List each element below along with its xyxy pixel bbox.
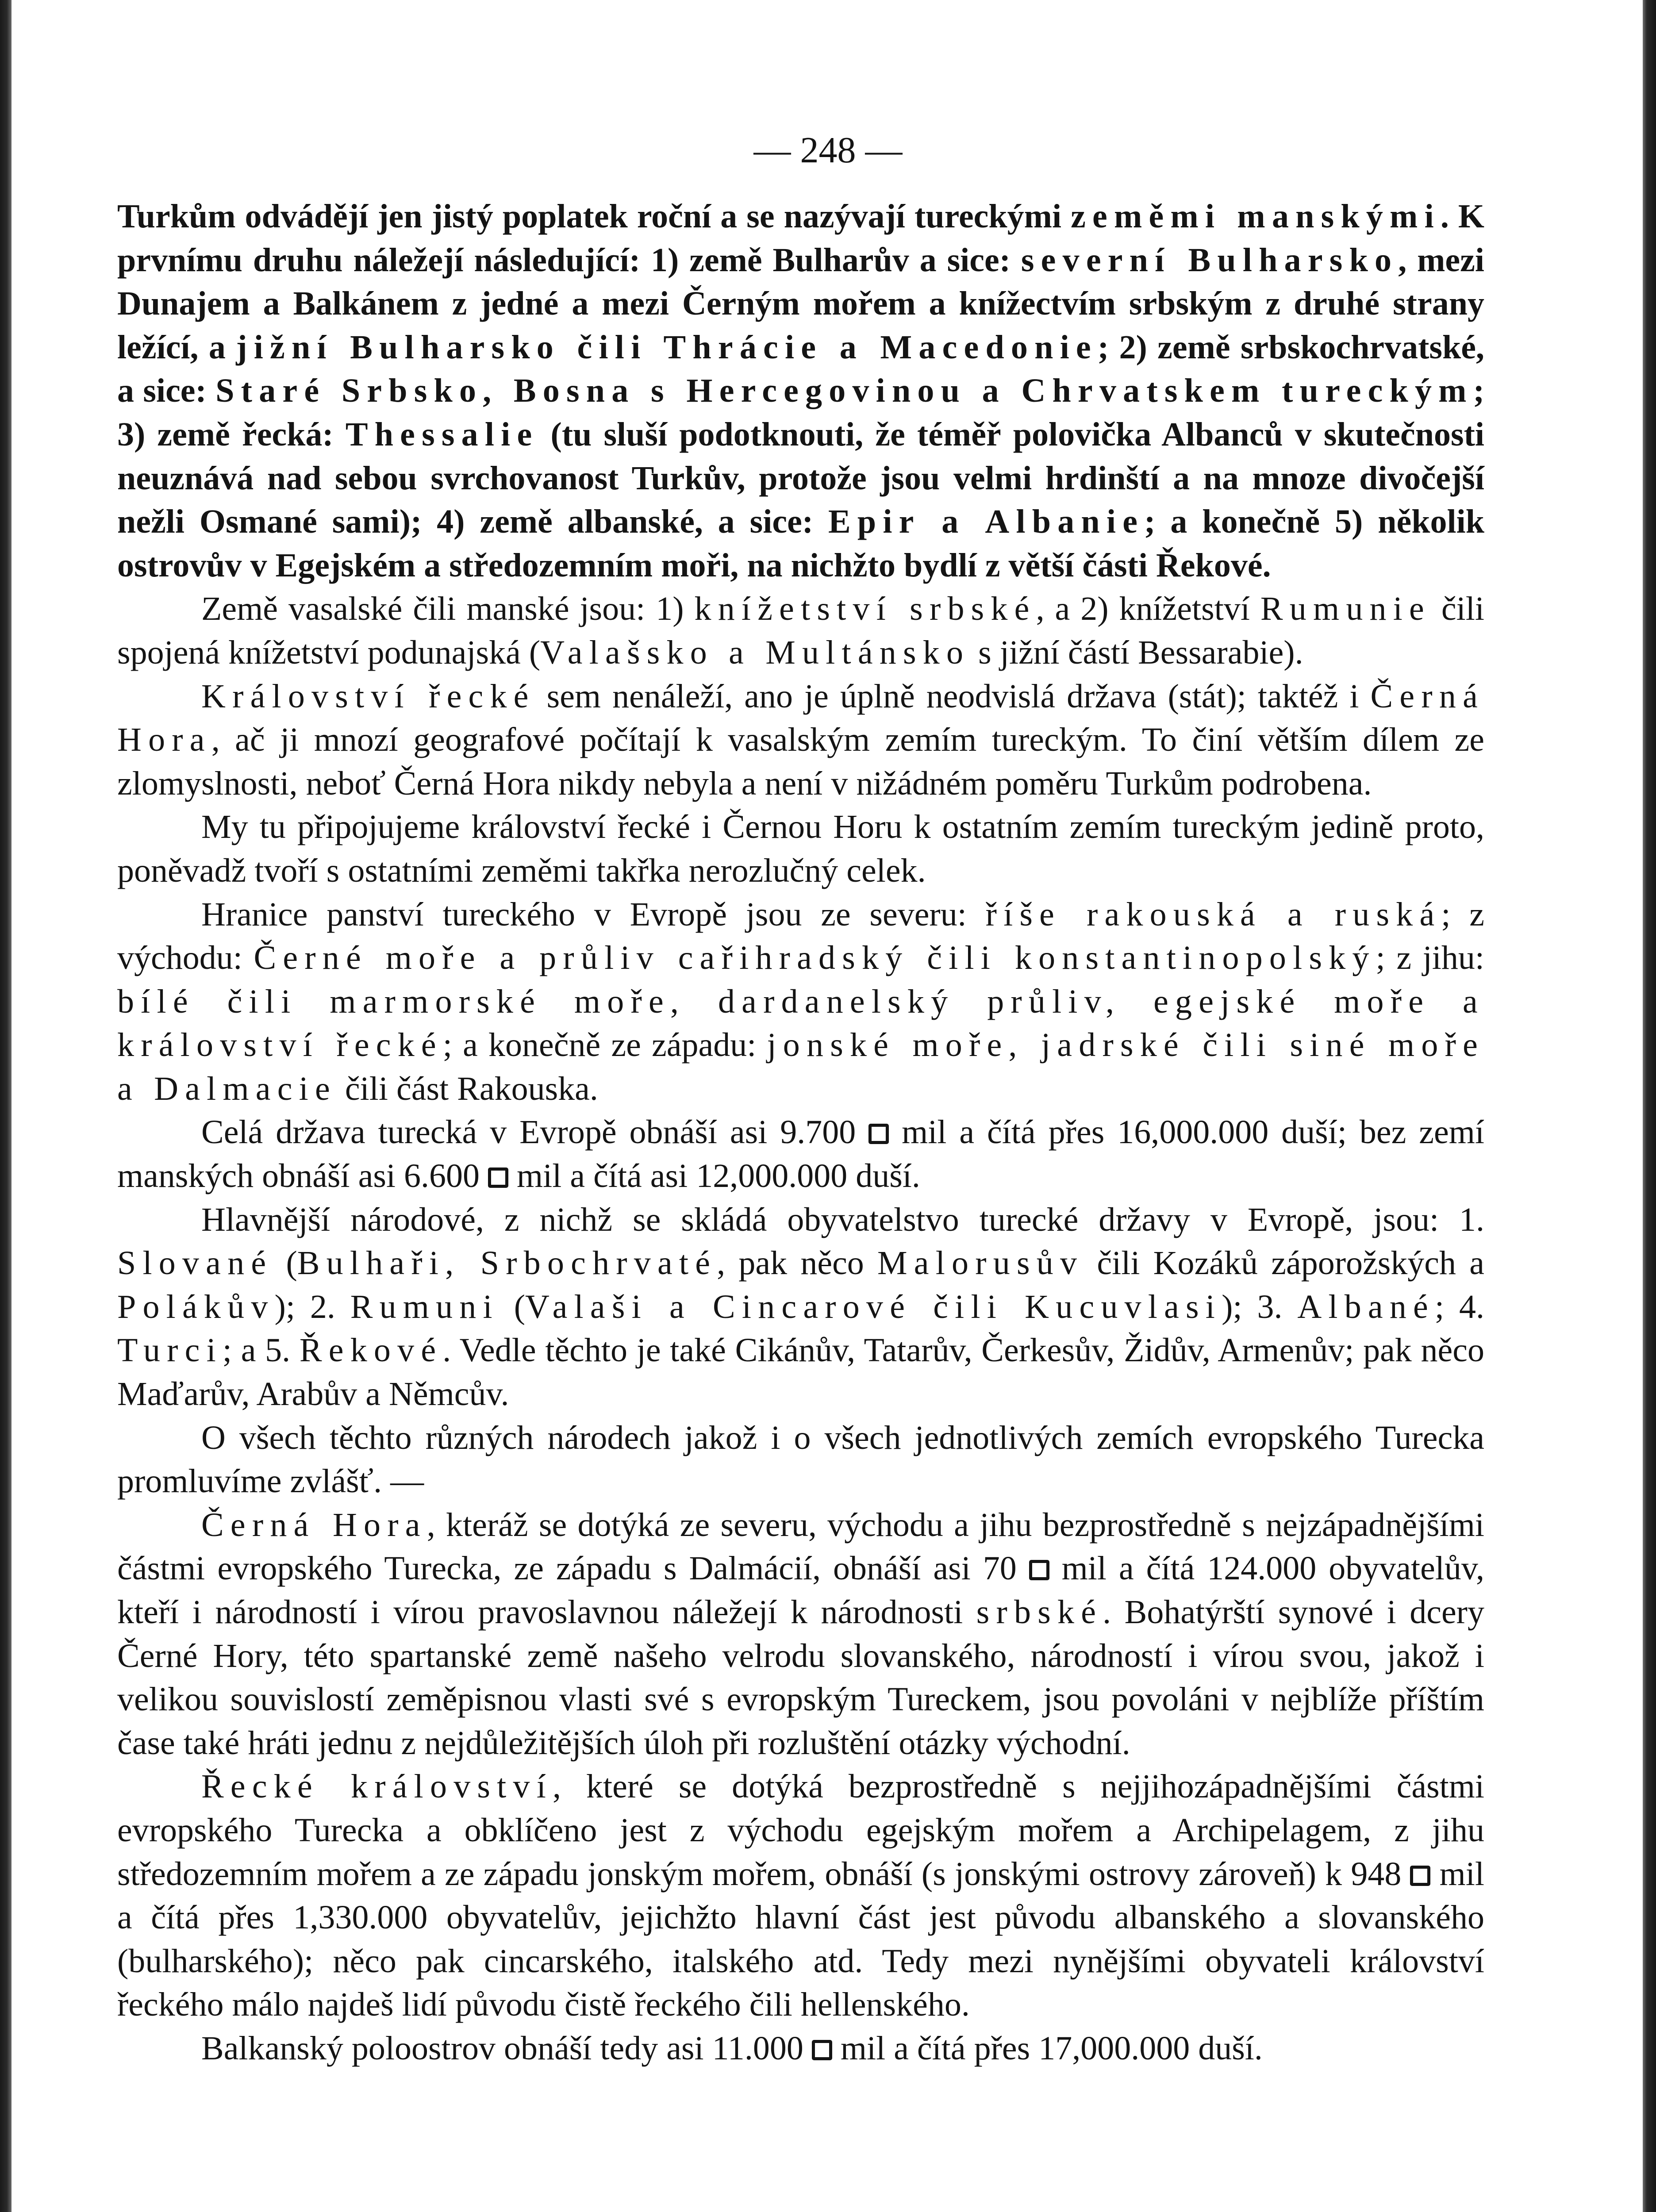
spaced-term: severní Bulharsko xyxy=(1021,241,1399,279)
spaced-term: jižní Bulharsko čili Thrácie a Macedonie xyxy=(236,328,1098,366)
scan-edge-left xyxy=(0,0,12,2212)
spaced-term: Epir a Albanie xyxy=(828,503,1145,541)
square-mile-symbol xyxy=(812,2040,832,2060)
text-run: ; a konečně 5) několik ostrovův v Egejském a středozemním moři, na nichžto bydlí z větší části Řekové. xyxy=(117,503,1484,584)
text-run: . Bohatýrští synové i dcery Černé Hory, této spartanské země našeho velrodu slovanského, národností i vírou svou, jakož i velikou souvislostí zeměpisnou vlasti své s evropským Tureckem, jsou povoláni v nejblíže příštím čase také hráti jednu z nejdůležitějších úloh při rozluštění otázky východní. xyxy=(117,1594,1484,1762)
text-run: Turkům odvádějí jen jistý poplatek roční a se nazývají tureckými xyxy=(117,198,1071,235)
text-run: ; 4. xyxy=(1435,1288,1484,1325)
text-run: ); 2. xyxy=(274,1288,350,1325)
text-run: , ač ji mnozí geografové počítají k vasalským zemím tureckým. To činí větším dílem ze zlomyslnosti, neboť Černá Hora nikdy nebyla a není v nižádném poměru Turkům podrobena. xyxy=(117,721,1484,802)
spaced-term: jonské moře, jadrské čili siné moře a Dalmacie xyxy=(117,1026,1485,1107)
text-run: ; z východu: xyxy=(117,895,1484,977)
text-run: ( xyxy=(273,1244,297,1282)
scan-edge-right xyxy=(1643,0,1656,2212)
spaced-term: Staré Srbsko, Bosna s Hercegovinou a Chrvatskem tureckým xyxy=(215,372,1473,410)
text-run: Balkanský poloostrov obnáší tedy asi 11.000 xyxy=(201,2029,812,2067)
spaced-term: Rumunie xyxy=(1260,590,1431,628)
text-run: . K prvnímu druhu náležejí následující: 1) země Bulharův a sice: xyxy=(117,198,1485,279)
spaced-term: Rumuni xyxy=(350,1288,499,1325)
spaced-term: Thessalie xyxy=(345,415,539,453)
spaced-term: Bulhaři, Srbochrvaté xyxy=(297,1244,717,1282)
spaced-term: zeměmi manskými xyxy=(1071,198,1441,235)
paragraph-3 xyxy=(117,675,1484,806)
text-run: mil a čítá přes 1,330.000 obyvatelův, jejichžto hlavní část jest původu albanského a slovanského (bulharského); něco pak cincarského, italského atd. Tedy mezi nynějšími obyvateli království řeckého málo najdeš lidí původu čistě řeckého čili hellenského. xyxy=(117,1855,1484,2024)
spaced-term: knížetství srbské xyxy=(694,590,1036,628)
text-run: Hlavnější národové, z nichž se skládá obyvatelstvo turecké državy v Evropě, jsou: 1. xyxy=(201,1201,1484,1238)
spaced-term: Malorusův xyxy=(877,1244,1084,1282)
paragraph-4 xyxy=(117,805,1484,892)
text-run: ; 3) země řecká: xyxy=(117,372,1484,453)
spaced-term: bílé čili marmorské moře, dardanelský průliv, egejské moře a království řecké xyxy=(117,983,1484,1064)
paragraph-6 xyxy=(117,1110,1484,1198)
text-run: mil a čítá přes 16,000.000 duší; bez zemí manských obnáší asi 6.600 xyxy=(117,1114,1484,1195)
spaced-term: Turci xyxy=(117,1332,223,1369)
text-run: , mezi Dunajem a Balkánem z jedné a mezi Černým mořem a knížectvím srbským z druhé strany ležící, a xyxy=(117,241,1484,366)
square-mile-symbol xyxy=(868,1124,889,1144)
text-run: , kteráž se dotýká ze severu, východu a jihu bezprostředně s nejzápadnějšími částmi evropského Turecka, ze západu s Dalmácií, obnáší asi 70 xyxy=(117,1506,1484,1587)
text-run: , pak něco xyxy=(717,1244,878,1282)
spaced-term: Valašsko a Multánsko xyxy=(540,634,970,671)
paragraph-8 xyxy=(117,1416,1484,1503)
spaced-term: Řekové xyxy=(299,1332,443,1369)
spaced-term: říše rakouská a ruská xyxy=(985,895,1441,933)
spaced-term: Polákův xyxy=(117,1288,275,1325)
text-run: s jižní částí Bessarabie). xyxy=(970,634,1303,671)
square-mile-symbol xyxy=(488,1167,508,1188)
paragraph-11 xyxy=(117,2027,1484,2070)
text-run: . Vedle těchto je také Cikánův, Tatarův, Čerkesův, Židův, Armenův; pak něco Maďarův, Arabův a Němcův. xyxy=(117,1332,1484,1413)
text-run: My tu připojujeme království řecké i Černou Horu k ostatním zemím tureckým jedině proto, poněvadž tvoří s ostatními zeměmi takřka nerozlučný celek. xyxy=(117,808,1484,889)
text-run: Země vasalské čili manské jsou: 1) xyxy=(201,590,695,628)
text-run: ; 2) země srbskochrvatské, a sice: xyxy=(117,328,1484,410)
paragraph-10 xyxy=(117,1765,1484,2027)
spaced-term: Řecké království xyxy=(201,1768,553,1805)
text-run: sem nenáleží, ano je úplně neodvislá država (stát); taktéž i xyxy=(535,677,1371,715)
text-run: ; a 5. xyxy=(222,1332,300,1369)
square-mile-symbol xyxy=(1410,1866,1430,1886)
text-run: mil a čítá přes 17,000.000 duší. xyxy=(832,2029,1263,2067)
spaced-term: Albané xyxy=(1297,1288,1435,1325)
text-run: ( xyxy=(499,1288,526,1325)
text-run: Celá država turecká v Evropě obnáší asi 9.700 xyxy=(201,1114,869,1151)
text-run: Hranice panství tureckého v Evropě jsou ze severu: xyxy=(201,895,986,933)
text-block xyxy=(117,195,1484,2070)
paragraph-9 xyxy=(117,1503,1484,1765)
text-run: , a 2) knížetství xyxy=(1036,590,1260,628)
paragraph-1 xyxy=(117,195,1484,587)
spaced-term: Černé moře a průliv cařihradský čili konstantinopolský xyxy=(254,939,1376,977)
spaced-term: Černá Hora xyxy=(117,677,1484,759)
spaced-term: Slované xyxy=(117,1244,273,1282)
text-run: , které se dotýká bezprostředně s nejjihozápadnějšími částmi evropského Turecka a obklíčeno jest z východu egejským mořem a Archipelagem, z jihu středozemním mořem a ze západu jonským mořem, obnáší (s jonskými ostrovy zároveň) k 948 xyxy=(117,1768,1484,1893)
paragraph-5 xyxy=(117,893,1484,1111)
page-number: — 248 — xyxy=(753,130,903,171)
spaced-term: Valaši a Cincarové čili Kucuvlasi xyxy=(525,1288,1222,1325)
paragraph-7 xyxy=(117,1198,1484,1416)
spaced-term: srbské xyxy=(976,1594,1103,1631)
text-run: O všech těchto různých národech jakož i o všech jednotlivých zemích evropského Turecka promluvíme zvlášť. — xyxy=(117,1419,1484,1500)
text-run: ); 3. xyxy=(1222,1288,1298,1325)
text-run: mil a čítá 124.000 obyvatelův, kteří i národností i vírou pravoslavnou náležejí k národnosti xyxy=(117,1550,1484,1631)
square-mile-symbol xyxy=(1029,1560,1049,1580)
text-run: čili spojená knížetství podunajská ( xyxy=(117,590,1484,671)
paragraph-2 xyxy=(117,587,1484,674)
text-run: ; z jihu: xyxy=(1376,939,1484,977)
text-run: ; a konečně ze západu: xyxy=(442,1026,767,1064)
text-run: mil a čítá asi 12,000.000 duší. xyxy=(508,1157,920,1195)
text-run: (tu sluší podotknouti, že téměř polovička Albanců v skutečnosti neuznává nad sebou svrchovanost Turkův, protože jsou velmi hrdinští a na mnoze divočejší nežli Osmané sami); 4) země albanské, a sice: xyxy=(117,415,1484,541)
spaced-term: Království řecké xyxy=(201,677,535,715)
spaced-term: Černá Hora xyxy=(201,1506,427,1544)
text-run: čili část Rakouska. xyxy=(336,1070,598,1107)
text-run: čili Kozáků záporožských a xyxy=(1084,1244,1484,1282)
